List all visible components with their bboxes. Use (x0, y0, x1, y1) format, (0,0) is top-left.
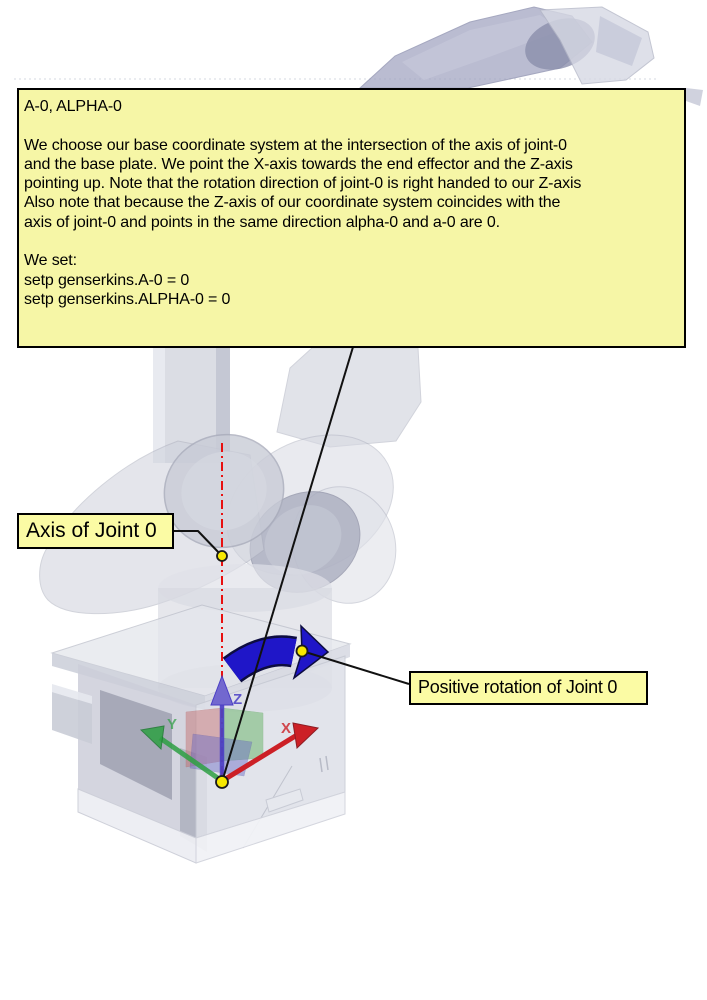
info-box-body (24, 116, 681, 309)
info-line: We choose our base coordinate system at the intersection of the axis of joint-0 (24, 136, 567, 154)
z-axis-label: Z (233, 691, 243, 708)
info-line (24, 232, 681, 251)
info-line (24, 116, 681, 135)
x-axis-label: X (281, 720, 292, 737)
info-line: We set: (24, 252, 77, 270)
info-line: Also note that because the Z-axis of our coordinate system coincides with the (24, 194, 561, 212)
origin-marker (216, 776, 228, 788)
axis-of-joint0-label: Axis of Joint 0 (17, 513, 174, 549)
info-line: setp genserkins.A-0 = 0 (24, 271, 190, 289)
info-box-title: A-0, ALPHA-0 (24, 98, 122, 115)
y-axis-label: Y (167, 716, 178, 733)
rotation-point-marker (297, 646, 308, 657)
info-line: axis of joint-0 and points in the same direction alpha-0 and a-0 are 0. (24, 213, 500, 231)
info-line: and the base plate. We point the X-axis towards the end effector and the Z-axis (24, 155, 573, 173)
axis-point-marker (217, 551, 227, 561)
positive-rotation-label: Positive rotation of Joint 0 (409, 671, 648, 705)
info-line: pointing up. Note that the rotation direction of joint-0 is right handed to our Z-axis (24, 175, 582, 193)
info-box (17, 88, 686, 348)
info-line: setp genserkins.ALPHA-0 = 0 (24, 290, 231, 308)
